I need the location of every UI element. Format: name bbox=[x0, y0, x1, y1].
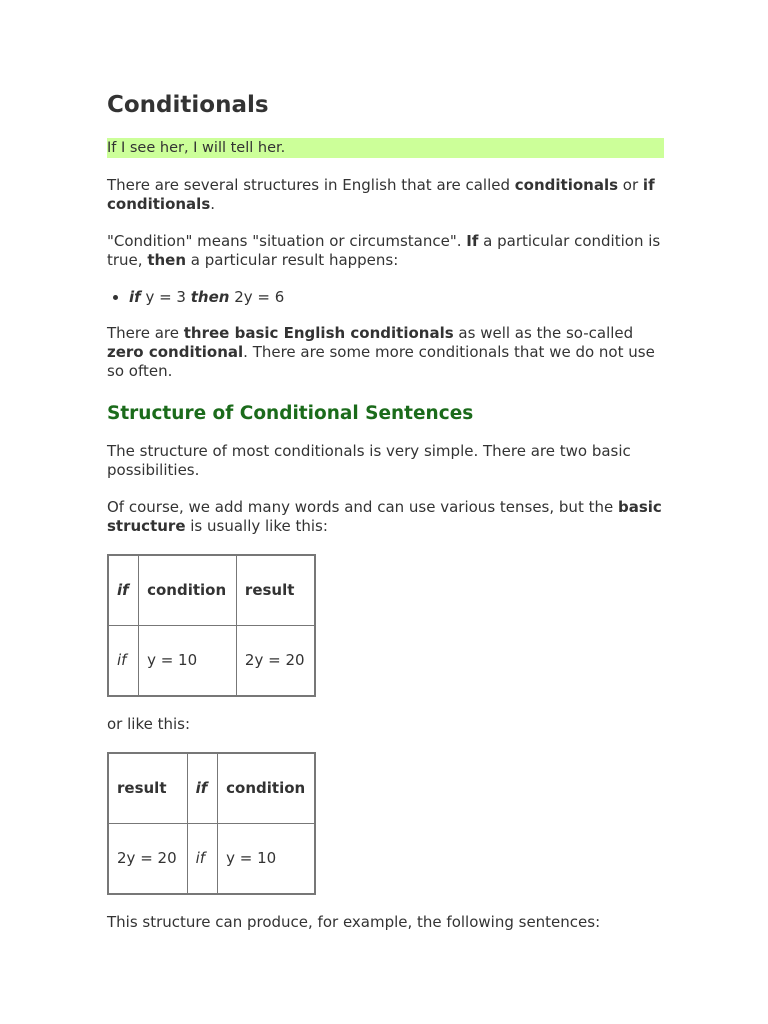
example-list bbox=[107, 288, 667, 307]
bold-term: conditionals bbox=[514, 176, 619, 194]
intro-paragraph bbox=[107, 176, 667, 214]
article bbox=[107, 90, 667, 932]
bold-term: basic structure bbox=[107, 498, 662, 535]
table-header-cell: if bbox=[187, 753, 218, 824]
text: . There are some more conditionals that we do not use so often. bbox=[107, 343, 655, 380]
text: There are bbox=[107, 324, 184, 342]
table-cell: 2y = 20 bbox=[108, 824, 187, 895]
table-cell: 2y = 20 bbox=[236, 626, 315, 697]
highlighted-example: If I see her, I will tell her. bbox=[107, 138, 664, 158]
text: . bbox=[210, 195, 216, 213]
table-cell: if bbox=[187, 824, 218, 895]
bold-term: conditionals bbox=[107, 195, 211, 213]
table-header-cell: condition bbox=[139, 555, 237, 626]
text: There are several structures in English that are called bbox=[107, 176, 515, 194]
bold-term: zero conditional bbox=[107, 343, 244, 361]
page-title: Conditionals bbox=[107, 92, 269, 118]
structure-table-if-first bbox=[107, 554, 316, 697]
examples-intro-paragraph: This structure can produce, for example, the following sentences: bbox=[107, 913, 601, 931]
table-header-row bbox=[108, 753, 315, 824]
list-item bbox=[129, 288, 667, 307]
bold-term: three basic English conditionals bbox=[183, 324, 454, 342]
bold-term: if bbox=[642, 176, 655, 194]
table-header-cell: if bbox=[108, 555, 139, 626]
keyword-if: if bbox=[129, 288, 141, 306]
basic-conditionals-paragraph bbox=[107, 324, 667, 381]
table-header-cell: condition bbox=[218, 753, 315, 824]
text: or bbox=[618, 176, 643, 194]
keyword-then: then bbox=[190, 288, 230, 306]
section-heading: Structure of Conditional Sentences bbox=[107, 403, 474, 424]
condition-paragraph bbox=[107, 232, 667, 270]
table-header-row bbox=[108, 555, 315, 626]
bold-term: then bbox=[147, 251, 187, 269]
structure-table-result-first bbox=[107, 752, 316, 895]
structure-paragraph: The structure of most conditionals is very simple. There are two basic possibilities. bbox=[107, 442, 631, 479]
table-header-cell: result bbox=[236, 555, 315, 626]
text: "Condition" means "situation or circumstance". bbox=[107, 232, 467, 250]
table-header-cell: result bbox=[108, 753, 187, 824]
text: a particular condition is true, bbox=[107, 232, 661, 269]
text: is usually like this: bbox=[185, 517, 328, 535]
alternative-paragraph: or like this: bbox=[107, 715, 191, 733]
basic-structure-paragraph bbox=[107, 498, 667, 536]
text: a particular result happens: bbox=[186, 251, 399, 269]
table-row bbox=[108, 626, 315, 697]
table-cell: y = 10 bbox=[139, 626, 237, 697]
bold-term: If bbox=[466, 232, 479, 250]
text: as well as the so-called bbox=[453, 324, 634, 342]
table-cell: y = 10 bbox=[218, 824, 315, 895]
table-row bbox=[108, 824, 315, 895]
text: Of course, we add many words and can use various tenses, but the bbox=[107, 498, 618, 516]
text: 2y = 6 bbox=[229, 288, 285, 306]
text: y = 3 bbox=[140, 288, 191, 306]
table-cell: if bbox=[108, 626, 139, 697]
